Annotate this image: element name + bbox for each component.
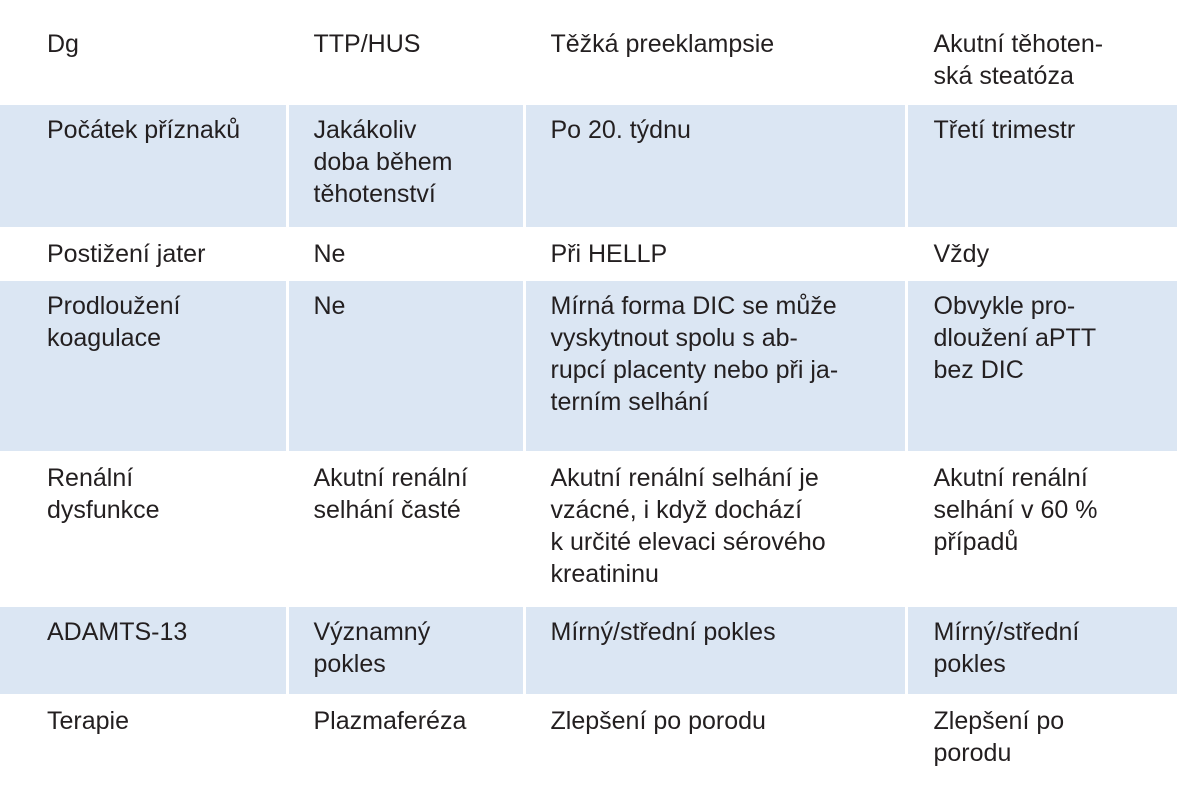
- header-cell-preeclampsia: [524, 0, 906, 104]
- cell-value: Mírný/střední pokles: [933, 618, 1080, 678]
- cell-value: Ne: [313, 240, 346, 268]
- table-cell: [906, 606, 1177, 695]
- table-cell: [906, 452, 1177, 606]
- table-cell: [287, 452, 524, 606]
- header-label: Dg: [47, 30, 79, 58]
- cell-value: Akutní renální selhání v 60 % případů: [933, 464, 1098, 556]
- cell-value: Při HELLP: [550, 240, 668, 268]
- header-label: Akutní těhoten- ská steatóza: [933, 30, 1104, 90]
- row-label-cell: [0, 280, 287, 452]
- header-cell-steatosis: [906, 0, 1177, 104]
- table-cell: [524, 452, 906, 606]
- table-cell: [906, 228, 1177, 280]
- cell-value: Vždy: [933, 240, 990, 268]
- header-cell-ttp-hus: [287, 0, 524, 104]
- row-label: ADAMTS-13: [47, 618, 188, 646]
- header-label: TTP/HUS: [313, 30, 421, 58]
- row-label: Postižení jater: [47, 240, 206, 268]
- cell-value: Významný pokles: [313, 618, 431, 678]
- row-label: Počátek příznaků: [47, 116, 241, 144]
- row-label-cell: [0, 695, 287, 795]
- table-cell: [906, 104, 1177, 228]
- cell-value: Akutní renální selhání časté: [313, 464, 468, 524]
- row-label-cell: [0, 606, 287, 695]
- row-label: Terapie: [47, 707, 129, 735]
- row-label: Renální dysfunkce: [47, 464, 160, 524]
- table-cell: [906, 695, 1177, 795]
- table-header-row: [0, 0, 1177, 104]
- table-cell: [524, 228, 906, 280]
- table-cell: [287, 606, 524, 695]
- cell-value: Třetí trimestr: [933, 116, 1076, 144]
- cell-value: Mírná forma DIC se může vyskytnout spolu s ab- rupcí placenty nebo při ja- terním selhání: [550, 292, 839, 416]
- cell-value: Po 20. týdnu: [550, 116, 691, 144]
- cell-value: Zlepšení po porodu: [550, 707, 766, 735]
- header-cell-dg: [0, 0, 287, 104]
- table-cell: [906, 280, 1177, 452]
- cell-value: Obvykle pro- dloužení aPTT bez DIC: [933, 292, 1097, 384]
- table-cell: [524, 695, 906, 795]
- table-cell: [287, 104, 524, 228]
- table-cell: [524, 280, 906, 452]
- table-row: [0, 104, 1177, 228]
- row-label-cell: [0, 228, 287, 280]
- cell-value: Zlepšení po porodu: [933, 707, 1065, 767]
- cell-value: Mírný/střední pokles: [550, 618, 776, 646]
- table-row: [0, 228, 1177, 280]
- table-row: [0, 606, 1177, 695]
- cell-value: Plazmaferéza: [313, 707, 467, 735]
- cell-value: Jakákoliv doba během těhotenství: [313, 116, 453, 208]
- table-cell: [287, 695, 524, 795]
- table-row: [0, 280, 1177, 452]
- header-label: Těžká preeklampsie: [550, 30, 775, 58]
- row-label-cell: [0, 452, 287, 606]
- table-row: [0, 452, 1177, 606]
- row-label-cell: [0, 104, 287, 228]
- table-cell: [524, 606, 906, 695]
- table-cell: [524, 104, 906, 228]
- cell-value: Ne: [313, 292, 346, 320]
- table-cell: [287, 280, 524, 452]
- table-row: [0, 695, 1177, 795]
- table-cell: [287, 228, 524, 280]
- cell-value: Akutní renální selhání je vzácné, i když dochází k určité elevaci sérového kreatininu: [550, 464, 826, 588]
- row-label: Prodloužení koagulace: [47, 292, 181, 352]
